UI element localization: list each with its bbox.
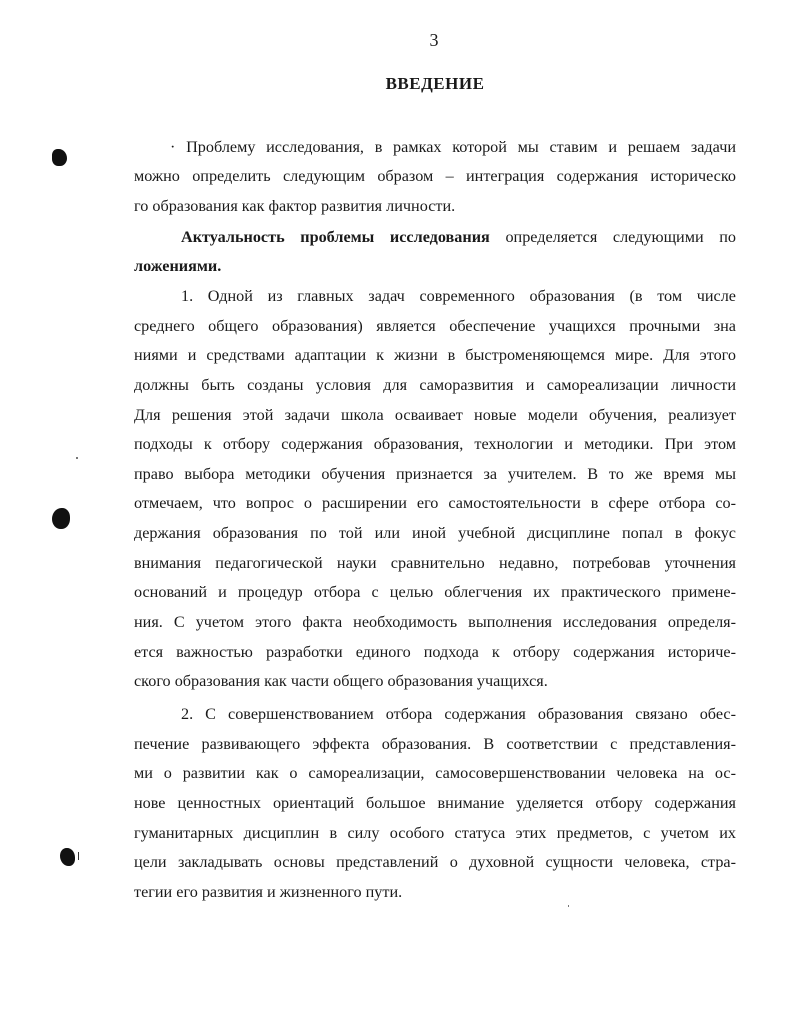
page-number: 3	[429, 30, 439, 50]
binder-hole-mark-3	[60, 848, 75, 866]
text-line: внимания педагогической науки сравнительно недавно, потребовав уточнения	[134, 554, 736, 572]
binder-hole-mark-1	[52, 149, 67, 166]
scan-speck	[568, 905, 569, 907]
text-line: нове ценностных ориентаций большое внимание уделяется отбору содержания	[134, 794, 736, 812]
text-line: гуманитарных дисциплин в силу особого статуса этих предметов, с учетом их	[134, 824, 736, 842]
text-line: право выбора методики обучения признается за учителем. В то же время мы	[134, 465, 736, 483]
text-line: держания образования по той или иной учебной дисциплине попал в фокус	[134, 524, 736, 542]
text-line: го образования как фактор развития личности.	[134, 197, 456, 215]
text-line: ния. С учетом этого факта необходимость выполнения исследования определя-	[134, 613, 736, 631]
text-line: среднего общего образования) является обеспечение учащихся прочными зна	[134, 317, 736, 335]
binder-hole-mark-2	[52, 508, 70, 529]
text-line: 2. С совершенствованием отбора содержания образования связано обес-	[181, 705, 736, 723]
text-line: тегии его развития и жизненного пути.	[134, 883, 403, 901]
text-line: ется важностью разработки единого подхода к отбору содержания историче-	[134, 643, 736, 661]
text-line: Для решения этой задачи школа осваивает новые модели обучения, реализует	[134, 406, 736, 424]
scan-speck	[78, 852, 79, 860]
text-line: ложениями.	[134, 257, 222, 275]
text-line: Актуальность проблемы исследования определяется следующими по	[181, 228, 736, 246]
text-line: ниями и средствами адаптации к жизни в быстроменяющемся мире. Для этого	[134, 346, 736, 364]
text-line: оснований и процедур отбора с целью облегчения их практического примене-	[134, 583, 736, 601]
text-line: · Проблему исследования, в рамках которой мы ставим и решаем задачи	[170, 138, 736, 156]
text-line: 1. Одной из главных задач современного образования (в том числе	[181, 287, 736, 305]
text-line: можно определить следующим образом – интеграция содержания историческо	[134, 167, 736, 185]
bold-lead: Актуальность проблемы исследования	[181, 228, 490, 246]
text-line: отмечаем, что вопрос о расширении его самостоятельности в сфере отбора со-	[134, 494, 736, 512]
text-line: подходы к отбору содержания образования, технологии и методики. При этом	[134, 435, 736, 453]
text-line: цели закладывать основы представлений о духовной сущности человека, стра-	[134, 853, 736, 871]
page-title: ВВЕДЕНИЕ	[385, 74, 485, 93]
scan-speck	[76, 457, 78, 459]
text-line: должны быть созданы условия для саморазвития и самореализации личности	[134, 376, 736, 394]
text-line: печение развивающего эффекта образования. В соответствии с представления-	[134, 735, 736, 753]
text-line: ского образования как части общего образования учащихся.	[134, 672, 548, 690]
text-line: ми о развитии как о самореализации, самосовершенствовании человека на ос-	[134, 764, 736, 782]
